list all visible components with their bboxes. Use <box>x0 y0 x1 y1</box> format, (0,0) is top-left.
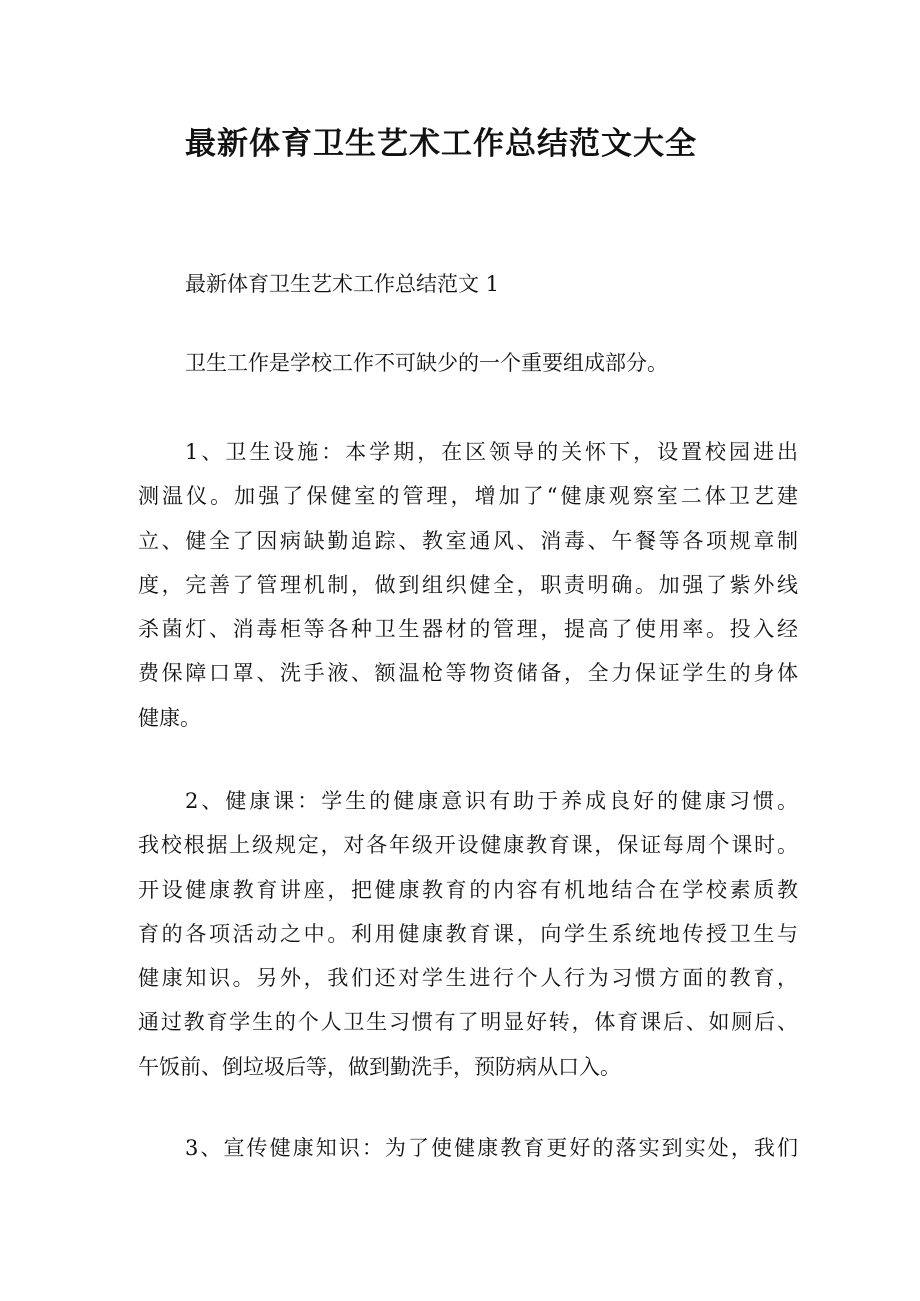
document-title: 最新体育卫生艺术工作总结范文大全 <box>185 126 697 162</box>
section-heading: 最新体育卫生艺术工作总结范文 1 <box>185 272 500 296</box>
paragraph-line: 测温仪。加强了保健室的管理，增加了“健康观察室二体卫艺建 <box>138 484 798 509</box>
paragraph-line: 健康知识。另外，我们还对学生进行个人行为习惯方面的教育， <box>138 966 798 991</box>
paragraph-health-class <box>138 779 798 1089</box>
paragraph-line: 3、宣传健康知识：为了使健康教育更好的落实到实处，我们 <box>185 1136 798 1160</box>
paragraph-facilities <box>138 430 798 740</box>
paragraph-line: 午饭前、倒垃圾后等，做到勤洗手，预防病从口入。 <box>138 1054 621 1079</box>
paragraph-health-knowledge <box>138 1126 798 1170</box>
paragraph-line: 育的各项活动之中。利用健康教育课，向学生系统地传授卫生与 <box>138 921 798 946</box>
paragraph-line: 开设健康教育讲座，把健康教育的内容有机地结合在学校素质教 <box>138 877 798 902</box>
paragraph-line: 度，完善了管理机制，做到组织健全，职责明确。加强了紫外线 <box>138 572 798 597</box>
paragraph-line: 我校根据上级规定，对各年级开设健康教育课，保证每周个课时。 <box>138 833 798 858</box>
paragraph-line: 费保障口罩、洗手液、额温枪等物资储备，全力保证学生的身体 <box>138 661 798 686</box>
paragraph-line: 通过教育学生的个人卫生习惯有了明显好转，体育课后、如厕后、 <box>138 1010 798 1035</box>
paragraph-line: 2、健康课：学生的健康意识有助于养成良好的健康习惯。 <box>185 789 798 813</box>
paragraph-line: 1、卫生设施：本学期，在区领导的关怀下，设置校园进出 <box>185 440 798 464</box>
paragraph-line: 健康。 <box>138 705 201 730</box>
paragraph-line: 杀菌灯、消毒柜等各种卫生器材的管理，提高了使用率。投入经 <box>138 617 798 642</box>
paragraph-line: 立、健全了因病缺勤追踪、教室通风、消毒、午餐等各项规章制 <box>138 528 798 553</box>
intro-paragraph: 卫生工作是学校工作不可缺少的一个重要组成部分。 <box>185 351 668 375</box>
